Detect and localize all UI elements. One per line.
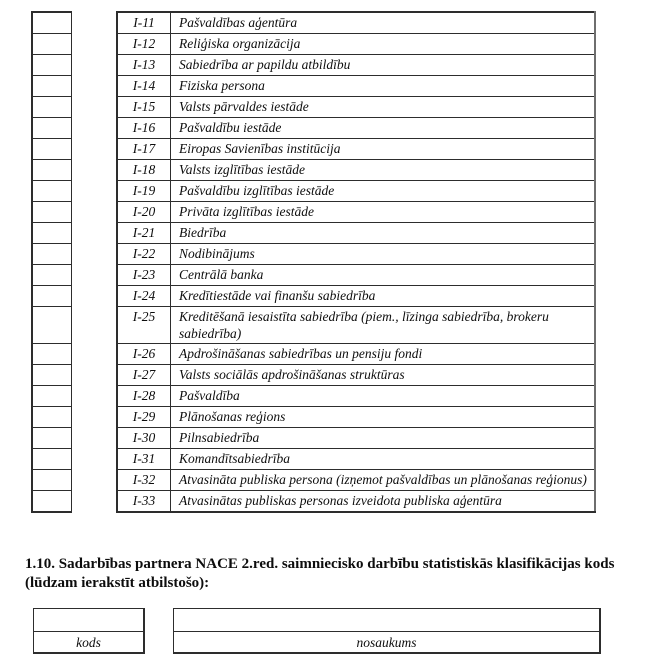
row-checkbox[interactable] — [32, 160, 72, 181]
row-label: Pašvaldība — [171, 386, 596, 407]
table-row — [32, 223, 595, 244]
row-checkbox[interactable] — [32, 181, 72, 202]
row-code: I-26 — [117, 344, 171, 365]
row-code: I-27 — [117, 365, 171, 386]
table-row — [32, 307, 595, 344]
row-gap — [72, 307, 118, 344]
table-row — [32, 97, 595, 118]
row-code: I-16 — [117, 118, 171, 139]
table-row — [32, 12, 595, 34]
row-checkbox[interactable] — [32, 307, 72, 344]
row-code: I-14 — [117, 76, 171, 97]
row-code: I-15 — [117, 97, 171, 118]
row-code: I-20 — [117, 202, 171, 223]
row-label: Sabiedrība ar papildu atbildību — [171, 55, 596, 76]
row-checkbox[interactable] — [32, 386, 72, 407]
partner-type-table — [31, 11, 596, 513]
row-label: Kreditēšanā iesaistīta sabiedrība (piem., līzinga sabiedrība, brokeru sabiedrība) — [171, 307, 596, 344]
row-label: Fiziska persona — [171, 76, 596, 97]
nosaukums-label: nosaukums — [174, 632, 600, 653]
table-row — [32, 470, 595, 491]
nosaukums-input-cell[interactable] — [174, 609, 600, 632]
row-gap — [72, 76, 118, 97]
row-checkbox[interactable] — [32, 118, 72, 139]
row-checkbox[interactable] — [32, 244, 72, 265]
row-code: I-13 — [117, 55, 171, 76]
table-row — [32, 407, 595, 428]
row-checkbox[interactable] — [32, 97, 72, 118]
row-checkbox[interactable] — [32, 34, 72, 55]
table-row — [32, 244, 595, 265]
table-row — [32, 139, 595, 160]
row-label: Apdrošināšanas sabiedrības un pensiju fondi — [171, 344, 596, 365]
row-checkbox[interactable] — [32, 470, 72, 491]
row-checkbox[interactable] — [32, 139, 72, 160]
row-checkbox[interactable] — [32, 365, 72, 386]
row-checkbox[interactable] — [32, 491, 72, 513]
row-gap — [72, 491, 118, 513]
table-row — [32, 118, 595, 139]
row-gap — [72, 265, 118, 286]
row-gap — [72, 160, 118, 181]
row-checkbox[interactable] — [32, 76, 72, 97]
row-label: Plānošanas reģions — [171, 407, 596, 428]
table-row — [32, 428, 595, 449]
row-label: Pašvaldību izglītības iestāde — [171, 181, 596, 202]
table-row — [32, 55, 595, 76]
row-label: Valsts pārvaldes iestāde — [171, 97, 596, 118]
row-checkbox[interactable] — [32, 286, 72, 307]
row-checkbox[interactable] — [32, 449, 72, 470]
row-checkbox[interactable] — [32, 55, 72, 76]
row-checkbox[interactable] — [32, 12, 72, 34]
row-gap — [72, 449, 118, 470]
row-gap — [72, 286, 118, 307]
row-label: Valsts izglītības iestāde — [171, 160, 596, 181]
row-gap — [72, 344, 118, 365]
nace-entry-boxes — [33, 608, 645, 653]
row-gap — [72, 407, 118, 428]
row-label: Privāta izglītības iestāde — [171, 202, 596, 223]
row-checkbox[interactable] — [32, 344, 72, 365]
row-gap — [72, 470, 118, 491]
row-checkbox[interactable] — [32, 407, 72, 428]
table-row — [32, 181, 595, 202]
row-gap — [72, 428, 118, 449]
row-checkbox[interactable] — [32, 428, 72, 449]
nosaukums-box — [173, 608, 600, 653]
row-label: Atvasināta publiska persona (izņemot pašvaldības un plānošanas reģionus) — [171, 470, 596, 491]
row-code: I-30 — [117, 428, 171, 449]
row-label: Centrālā banka — [171, 265, 596, 286]
row-label: Valsts sociālās apdrošināšanas struktūras — [171, 365, 596, 386]
row-gap — [72, 12, 118, 34]
row-code: I-29 — [117, 407, 171, 428]
table-row — [32, 491, 595, 513]
row-code: I-19 — [117, 181, 171, 202]
row-label: Pašvaldību iestāde — [171, 118, 596, 139]
row-label: Atvasinātas publiskas personas izveidota publiska aģentūra — [171, 491, 596, 513]
row-gap — [72, 386, 118, 407]
row-gap — [72, 202, 118, 223]
row-code: I-32 — [117, 470, 171, 491]
table-row — [32, 265, 595, 286]
row-label: Nodibinājums — [171, 244, 596, 265]
row-code: I-18 — [117, 160, 171, 181]
kods-box — [33, 608, 144, 653]
row-code: I-21 — [117, 223, 171, 244]
kods-label: kods — [34, 632, 144, 653]
row-label: Reliģiska organizācija — [171, 34, 596, 55]
row-gap — [72, 55, 118, 76]
row-code: I-33 — [117, 491, 171, 513]
row-code: I-25 — [117, 307, 171, 344]
partner-type-table-body — [32, 12, 595, 512]
row-label: Pilnsabiedrība — [171, 428, 596, 449]
row-label: Eiropas Savienības institūcija — [171, 139, 596, 160]
row-gap — [72, 365, 118, 386]
question-1-10-heading: 1.10. Sadarbības partnera NACE 2.red. saimniecisko darbību statistiskās klasifikācijas kods (lūdzam ierakstīt atbilstošo): — [25, 556, 615, 591]
table-row — [32, 286, 595, 307]
row-code: I-31 — [117, 449, 171, 470]
row-code: I-12 — [117, 34, 171, 55]
table-row — [32, 76, 595, 97]
row-gap — [72, 139, 118, 160]
kods-input-cell[interactable] — [34, 609, 144, 632]
table-row — [32, 344, 595, 365]
row-gap — [72, 97, 118, 118]
table-row — [32, 202, 595, 223]
table-row — [32, 365, 595, 386]
table-row — [32, 449, 595, 470]
row-label: Komandītsabiedrība — [171, 449, 596, 470]
row-code: I-22 — [117, 244, 171, 265]
row-code: I-23 — [117, 265, 171, 286]
row-gap — [72, 244, 118, 265]
row-gap — [72, 223, 118, 244]
row-label: Kredītiestāde vai finanšu sabiedrība — [171, 286, 596, 307]
row-gap — [72, 34, 118, 55]
row-code: I-24 — [117, 286, 171, 307]
row-gap — [72, 118, 118, 139]
row-code: I-17 — [117, 139, 171, 160]
row-gap — [72, 181, 118, 202]
table-row — [32, 386, 595, 407]
row-checkbox[interactable] — [32, 202, 72, 223]
row-code: I-11 — [117, 12, 171, 34]
row-label: Pašvaldības aģentūra — [171, 12, 596, 34]
table-row — [32, 34, 595, 55]
row-checkbox[interactable] — [32, 265, 72, 286]
row-checkbox[interactable] — [32, 223, 72, 244]
row-code: I-28 — [117, 386, 171, 407]
row-label: Biedrība — [171, 223, 596, 244]
table-row — [32, 160, 595, 181]
